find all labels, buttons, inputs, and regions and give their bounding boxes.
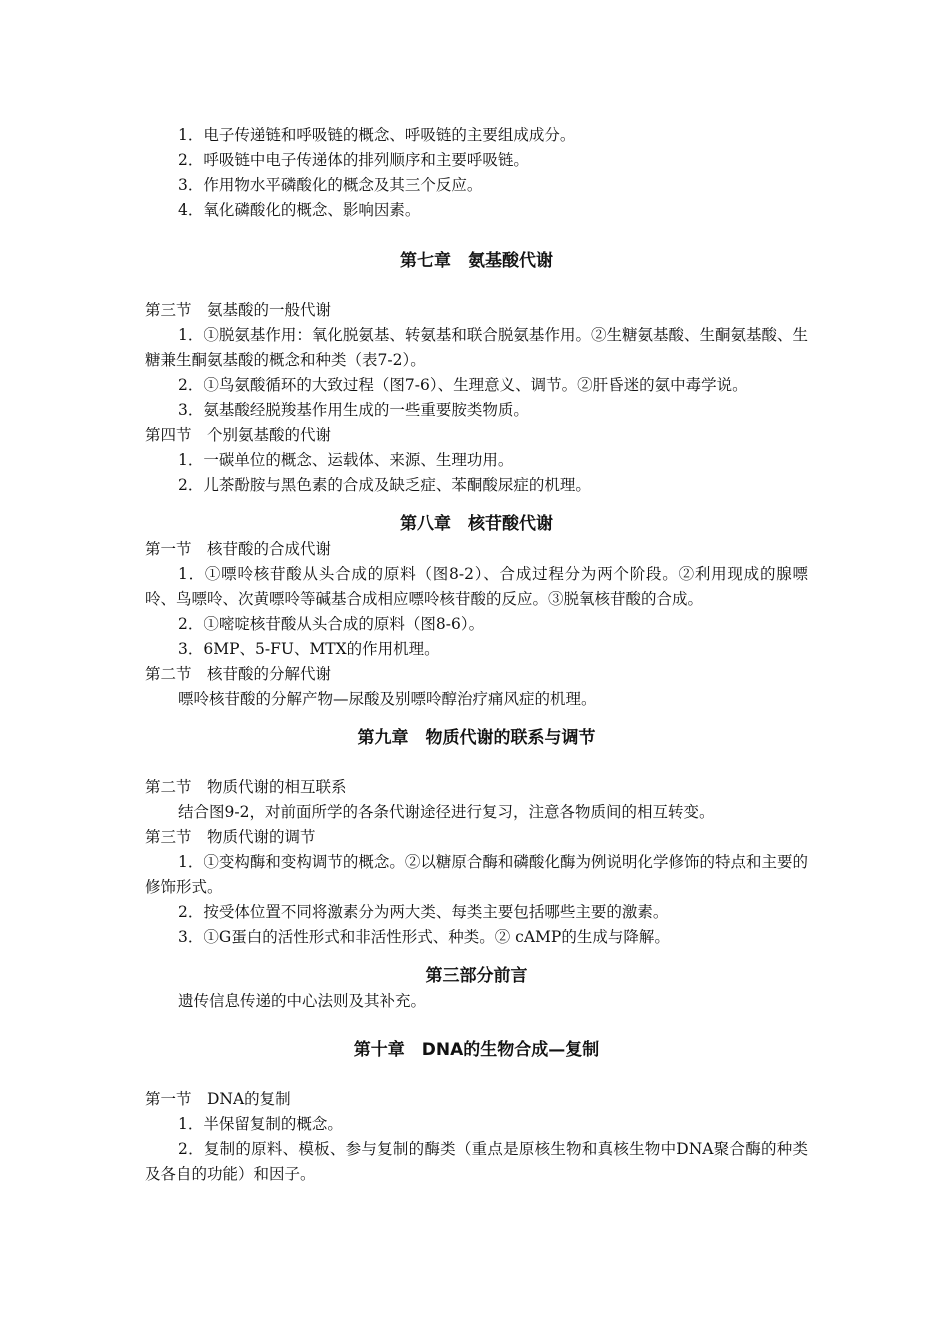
chapter-title-8: 第八章 核苷酸代谢	[400, 514, 553, 534]
section-heading: 第二节 物质代谢的相互联系	[145, 778, 347, 796]
part-title-3: 第三部分前言	[425, 966, 528, 986]
chapter-title-7: 第七章 氨基酸代谢	[400, 251, 553, 271]
list-item: 2．①鸟氨酸循环的大致过程（图7-6）、生理意义、调节。②肝昏迷的氨中毒学说。	[178, 376, 748, 394]
section-heading: 第一节 DNA的复制	[145, 1090, 291, 1108]
section-heading: 第三节 氨基酸的一般代谢	[145, 301, 332, 319]
paragraph: 2．复制的原料、模板、参与复制的酶类（重点是原核生物和真核生物中DNA聚合酶的种类及各自的功能）和因子。	[145, 1140, 808, 1183]
paragraph: 嘌呤核苷酸的分解产物—尿酸及别嘌呤醇治疗痛风症的机理。	[178, 690, 597, 708]
list-item: 3．作用物水平磷酸化的概念及其三个反应。	[178, 176, 483, 194]
chapter-title-10: 第十章 DNA的生物合成—复制	[353, 1040, 600, 1060]
list-item: 1．一碳单位的概念、运载体、来源、生理功用。	[178, 451, 514, 469]
list-item: 2．儿茶酚胺与黑色素的合成及缺乏症、苯酮酸尿症的机理。	[178, 476, 591, 494]
section-heading: 第一节 核苷酸的合成代谢	[145, 540, 332, 558]
list-item: 4．氧化磷酸化的概念、影响因素。	[178, 201, 421, 219]
list-item: 2．呼吸链中电子传递体的排列顺序和主要呼吸链。	[178, 151, 529, 169]
list-item: 3．6MP、5-FU、MTX的作用机理。	[178, 640, 440, 658]
paragraph: 1．①变构酶和变构调节的概念。②以糖原合酶和磷酸化酶为例说明化学修饰的特点和主要的修饰形式。	[145, 853, 808, 896]
list-item: 2．①嘧啶核苷酸从头合成的原料（图8-6）。	[178, 615, 485, 633]
paragraph: 1．①嘌呤核苷酸从头合成的原料（图8-2）、合成过程分为两个阶段。②利用现成的腺嘌呤、鸟嘌呤、次黄嘌呤等碱基合成相应嘌呤核苷酸的反应。③脱氧核苷酸的合成。	[145, 565, 808, 608]
paragraph: 1．①脱氨基作用：氧化脱氨基、转氨基和联合脱氨基作用。②生糖氨基酸、生酮氨基酸、生糖兼生酮氨基酸的概念和种类（表7-2）。	[145, 326, 808, 369]
list-item: 2．按受体位置不同将激素分为两大类、每类主要包括哪些主要的激素。	[178, 903, 669, 921]
section-heading: 第三节 物质代谢的调节	[145, 828, 316, 846]
list-item: 3．①G蛋白的活性形式和非活性形式、种类。② cAMP的生成与降解。	[178, 928, 670, 946]
list-item: 1．半保留复制的概念。	[178, 1115, 343, 1133]
paragraph: 遗传信息传递的中心法则及其补充。	[178, 992, 427, 1010]
list-item: 1．电子传递链和呼吸链的概念、呼吸链的主要组成成分。	[178, 126, 576, 144]
chapter-title-9: 第九章 物质代谢的联系与调节	[357, 728, 596, 748]
section-heading: 第二节 核苷酸的分解代谢	[145, 665, 332, 683]
paragraph: 结合图9-2，对前面所学的各条代谢途径进行复习，注意各物质间的相互转变。	[178, 803, 715, 821]
list-item: 3．氨基酸经脱羧基作用生成的一些重要胺类物质。	[178, 401, 529, 419]
section-heading: 第四节 个别氨基酸的代谢	[145, 426, 332, 444]
